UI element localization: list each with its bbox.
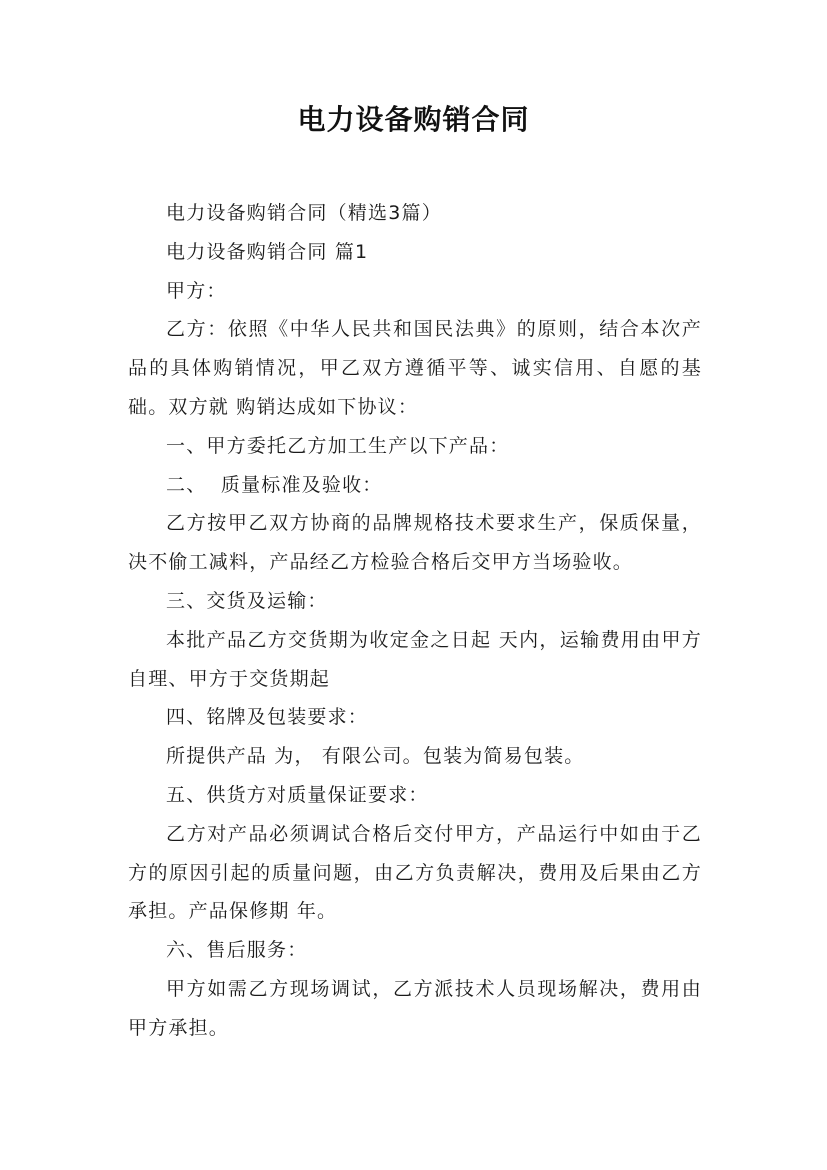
paragraph-clause-2: 二、 质量标准及验收： [166, 473, 383, 496]
document-body [128, 194, 702, 1048]
paragraph-clause-6: 六、售后服务： [166, 939, 308, 962]
paragraph-clause-5-body: 乙方对产品必须调试合格后交付甲方，产品运行中如由于乙方的原因引起的质量问题，由乙方负责解决，费用及后果由乙方承担。产品保修期 年。 [128, 822, 702, 923]
paragraph-clause-6-body: 甲方如需乙方现场调试，乙方派技术人员现场解决，费用由甲方承担。 [128, 977, 702, 1039]
paragraph-party-b: 乙方：依照《中华人民共和国民法典》的原则，结合本次产品的具体购销情况，甲乙双方遵循平等、诚实信用、自愿的基础。双方就 购销达成如下协议： [128, 318, 702, 418]
paragraph-clause-1: 一、甲方委托乙方加工生产以下产品： [166, 434, 510, 457]
paragraph-clause-2-body: 乙方按甲乙双方协商的品牌规格技术要求生产，保质保量，决不偷工减料，产品经乙方检验合格后交甲方当场验收。 [128, 512, 702, 574]
paragraph-clause-3: 三、交货及运输： [166, 589, 328, 612]
paragraph-clause-4: 四、铭牌及包装要求： [166, 706, 369, 729]
paragraph-party-a: 甲方： [166, 279, 227, 302]
paragraph-subtitle: 电力设备购销合同（精选3篇） [166, 202, 442, 224]
paragraph-clause-3-body: 本批产品乙方交货期为收定金之日起 天内，运输费用由甲方自理、甲方于交货期起 [128, 628, 702, 690]
paragraph-clause-5: 五、供货方对质量保证要求： [166, 783, 429, 806]
paragraph-section-heading: 电力设备购销合同 篇1 [166, 240, 369, 263]
document-title: 电力设备购销合同 [297, 103, 530, 136]
paragraph-clause-4-body: 所提供产品 为， 有限公司。包装为简易包装。 [166, 745, 585, 768]
